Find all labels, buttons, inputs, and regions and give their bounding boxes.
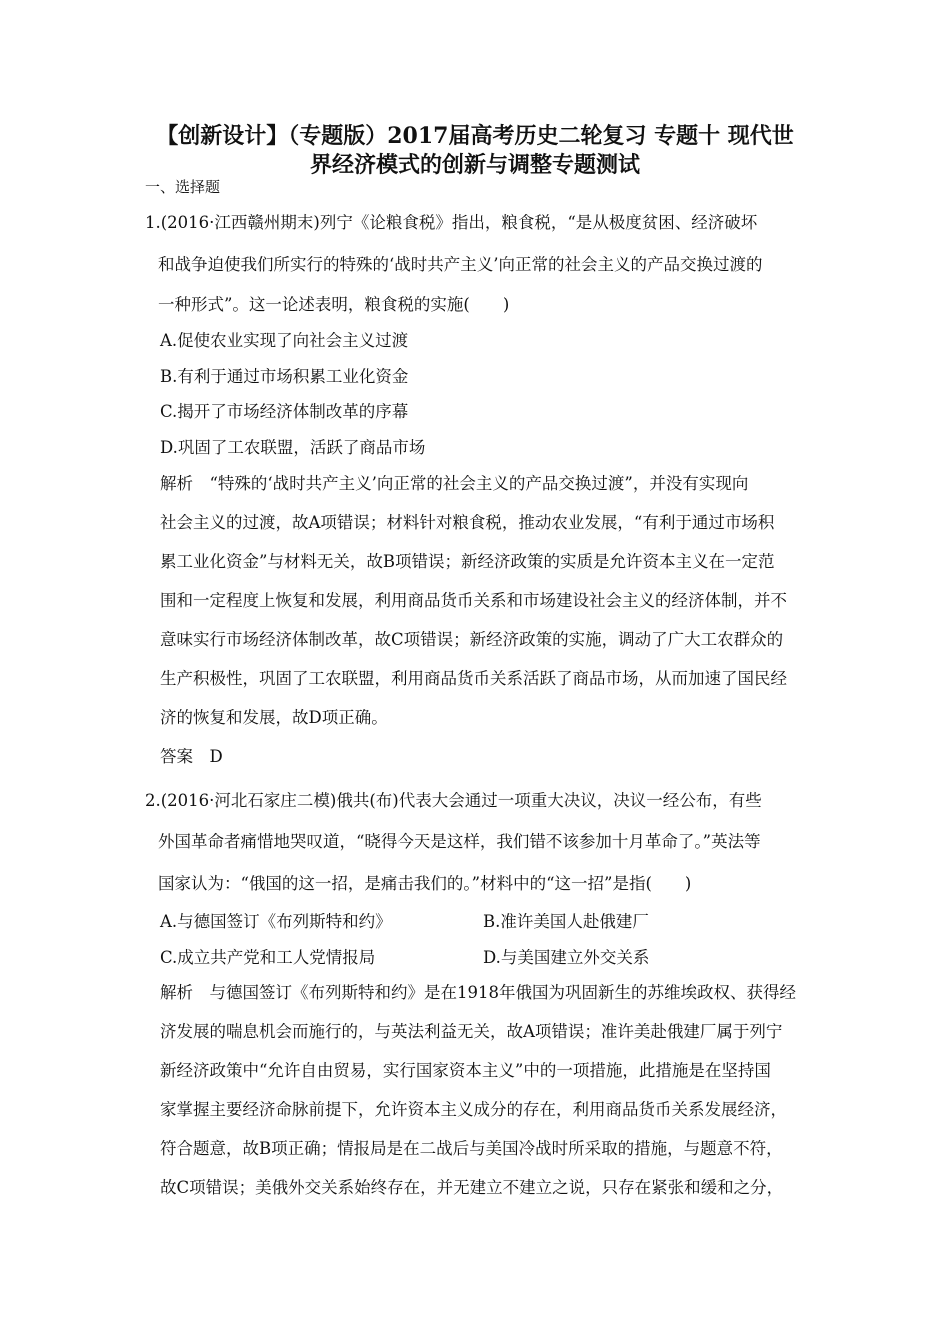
option-a: A.促使农业实现了向社会主义过渡 bbox=[160, 331, 409, 350]
section-heading: 一、选择题 bbox=[145, 178, 221, 196]
analysis-line: 累工业化资金”与材料无关，故B项错误；新经济政策的实质是允许资本主义在一定范 bbox=[160, 552, 775, 571]
analysis-line: 生产积极性，巩固了工农联盟，利用商品货币关系活跃了商品市场，从而加速了国民经 bbox=[160, 669, 787, 688]
document-title-line-2: 界经济模式的创新与调整专题测试 bbox=[309, 152, 640, 178]
question-stem-line: 一种形式”。这一论述表明，粮食税的实施( ) bbox=[158, 295, 510, 314]
analysis-line: 新经济政策中“允许自由贸易，实行国家资本主义”中的一项措施，此措施是在坚持国 bbox=[160, 1061, 771, 1080]
analysis-line: 故C项错误；美俄外交关系始终存在，并无建立不建立之说，只存在紧张和缓和之分， bbox=[160, 1178, 784, 1197]
question-stem-line: 和战争迫使我们所实行的特殊的‘战时共产主义’向正常的社会主义的产品交换过渡的 bbox=[158, 255, 763, 274]
question-stem-line: 外国革命者痛惜地哭叹道，“晓得今天是这样，我们错不该参加十月革命了。”英法等 bbox=[158, 832, 761, 851]
analysis-line: 解析 “特殊的‘战时共产主义’向正常的社会主义的产品交换过渡”，并没有实现向 bbox=[160, 474, 749, 493]
option-b: B.有利于通过市场积累工业化资金 bbox=[160, 367, 409, 386]
option-d: D.与美国建立外交关系 bbox=[483, 948, 650, 967]
question-stem-line: 国家认为：“俄国的这一招，是痛击我们的。”材料中的“这一招”是指( ) bbox=[158, 874, 692, 893]
analysis-line: 围和一定程度上恢复和发展，利用商品货币关系和市场建设社会主义的经济体制，并不 bbox=[160, 591, 787, 610]
question-stem-line: 1.(2016·江西赣州期末)列宁《论粮食税》指出，粮食税，“是从极度贫困、经济破坏 bbox=[145, 213, 758, 232]
analysis-line: 家掌握主要经济命脉前提下，允许资本主义成分的存在，利用商品货币关系发展经济， bbox=[160, 1100, 787, 1119]
analysis-line: 解析 与德国签订《布列斯特和约》是在1918年俄国为巩固新生的苏维埃政权、获得经 bbox=[160, 983, 796, 1002]
analysis-line: 意味实行市场经济体制改革，故C项错误；新经济政策的实施，调动了广大工农群众的 bbox=[160, 630, 784, 649]
answer: 答案 D bbox=[160, 747, 223, 766]
analysis-line: 符合题意，故B项正确；情报局是在二战后与美国冷战时所采取的措施，与题意不符， bbox=[160, 1139, 783, 1158]
analysis-line: 社会主义的过渡，故A项错误；材料针对粮食税，推动农业发展，“有利于通过市场积 bbox=[160, 513, 775, 532]
analysis-line: 济发展的喘息机会而施行的，与英法利益无关，故A项错误；准许美赴俄建厂属于列宁 bbox=[160, 1022, 783, 1041]
analysis-line: 济的恢复和发展，故D项正确。 bbox=[160, 708, 388, 727]
option-d: D.巩固了工农联盟，活跃了商品市场 bbox=[160, 438, 426, 457]
document-title-line-1: 【创新设计】（专题版）2017届高考历史二轮复习 专题十 现代世 bbox=[156, 123, 794, 149]
option-a: A.与德国签订《布列斯特和约》 bbox=[160, 912, 392, 931]
option-c: C.成立共产党和工人党情报局 bbox=[160, 948, 376, 967]
option-b: B.准许美国人赴俄建厂 bbox=[483, 912, 649, 931]
option-c: C.揭开了市场经济体制改革的序幕 bbox=[160, 402, 409, 421]
question-stem-line: 2.(2016·河北石家庄二模)俄共(布)代表大会通过一项重大决议，决议一经公布，有些 bbox=[145, 791, 762, 810]
